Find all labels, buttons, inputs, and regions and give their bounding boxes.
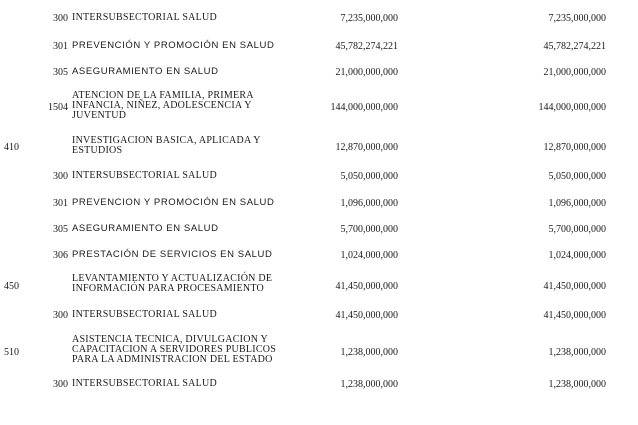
- value-column-2: 1,238,000,000: [548, 379, 606, 390]
- value-column-1: 12,870,000,000: [335, 142, 398, 153]
- item-description: PREVENCION Y PROMOCIÓN EN SALUD: [72, 197, 275, 208]
- subprogram-code: 301: [53, 41, 68, 52]
- value-column-1: 1,238,000,000: [340, 379, 398, 390]
- item-description: PRESTACIÓN DE SERVICIOS EN SALUD: [72, 249, 273, 260]
- value-column-2: 1,238,000,000: [548, 347, 606, 358]
- program-code: 410: [4, 142, 19, 153]
- value-column-2: 144,000,000,000: [538, 102, 606, 113]
- value-column-1: 144,000,000,000: [330, 102, 398, 113]
- value-column-2: 7,235,000,000: [548, 13, 606, 24]
- item-description: LEVANTAMIENTO Y ACTUALIZACIÓN DE INFORMACIÓN PARA PROCESAMIENTO: [72, 273, 273, 294]
- item-description: PREVENCIÓN Y PROMOCIÓN EN SALUD: [72, 40, 275, 51]
- item-description: ATENCION DE LA FAMILIA, PRIMERA INFANCIA, NIÑEZ, ADOLESCENCIA Y JUVENTUD: [72, 90, 254, 121]
- value-column-2: 41,450,000,000: [543, 281, 606, 292]
- value-column-1: 1,096,000,000: [340, 198, 398, 209]
- value-column-1: 1,024,000,000: [340, 250, 398, 261]
- value-column-1: 5,050,000,000: [340, 171, 398, 182]
- value-column-2: 5,050,000,000: [548, 171, 606, 182]
- subprogram-code: 305: [53, 67, 68, 78]
- value-column-2: 45,782,274,221: [543, 41, 606, 52]
- item-description: INTERSUBSECTORIAL SALUD: [72, 12, 217, 23]
- item-description: ASEGURAMIENTO EN SALUD: [72, 223, 219, 234]
- subprogram-code: 300: [53, 379, 68, 390]
- subprogram-code: 300: [53, 310, 68, 321]
- value-column-2: 41,450,000,000: [543, 310, 606, 321]
- subprogram-code: 306: [53, 250, 68, 261]
- value-column-1: 41,450,000,000: [335, 281, 398, 292]
- value-column-1: 21,000,000,000: [335, 67, 398, 78]
- item-description: INTERSUBSECTORIAL SALUD: [72, 378, 217, 389]
- subprogram-code: 1504: [48, 102, 68, 113]
- value-column-1: 7,235,000,000: [340, 13, 398, 24]
- program-code: 450: [4, 281, 19, 292]
- value-column-2: 21,000,000,000: [543, 67, 606, 78]
- item-description: INTERSUBSECTORIAL SALUD: [72, 170, 217, 181]
- subprogram-code: 300: [53, 13, 68, 24]
- value-column-2: 5,700,000,000: [548, 224, 606, 235]
- item-description: ASISTENCIA TECNICA, DIVULGACION Y CAPACITACION A SERVIDORES PUBLICOS PARA LA ADMINISTRACION DEL ESTADO: [72, 334, 277, 365]
- value-column-1: 41,450,000,000: [335, 310, 398, 321]
- subprogram-code: 300: [53, 171, 68, 182]
- value-column-1: 45,782,274,221: [335, 41, 398, 52]
- program-code: 510: [4, 347, 19, 358]
- value-column-2: 1,024,000,000: [548, 250, 606, 261]
- subprogram-code: 305: [53, 224, 68, 235]
- value-column-1: 1,238,000,000: [340, 347, 398, 358]
- item-description: INVESTIGACION BASICA, APLICADA Y ESTUDIOS: [72, 135, 261, 156]
- value-column-2: 12,870,000,000: [543, 142, 606, 153]
- item-description: ASEGURAMIENTO EN SALUD: [72, 66, 219, 77]
- value-column-2: 1,096,000,000: [548, 198, 606, 209]
- item-description: INTERSUBSECTORIAL SALUD: [72, 309, 217, 320]
- subprogram-code: 301: [53, 198, 68, 209]
- value-column-1: 5,700,000,000: [340, 224, 398, 235]
